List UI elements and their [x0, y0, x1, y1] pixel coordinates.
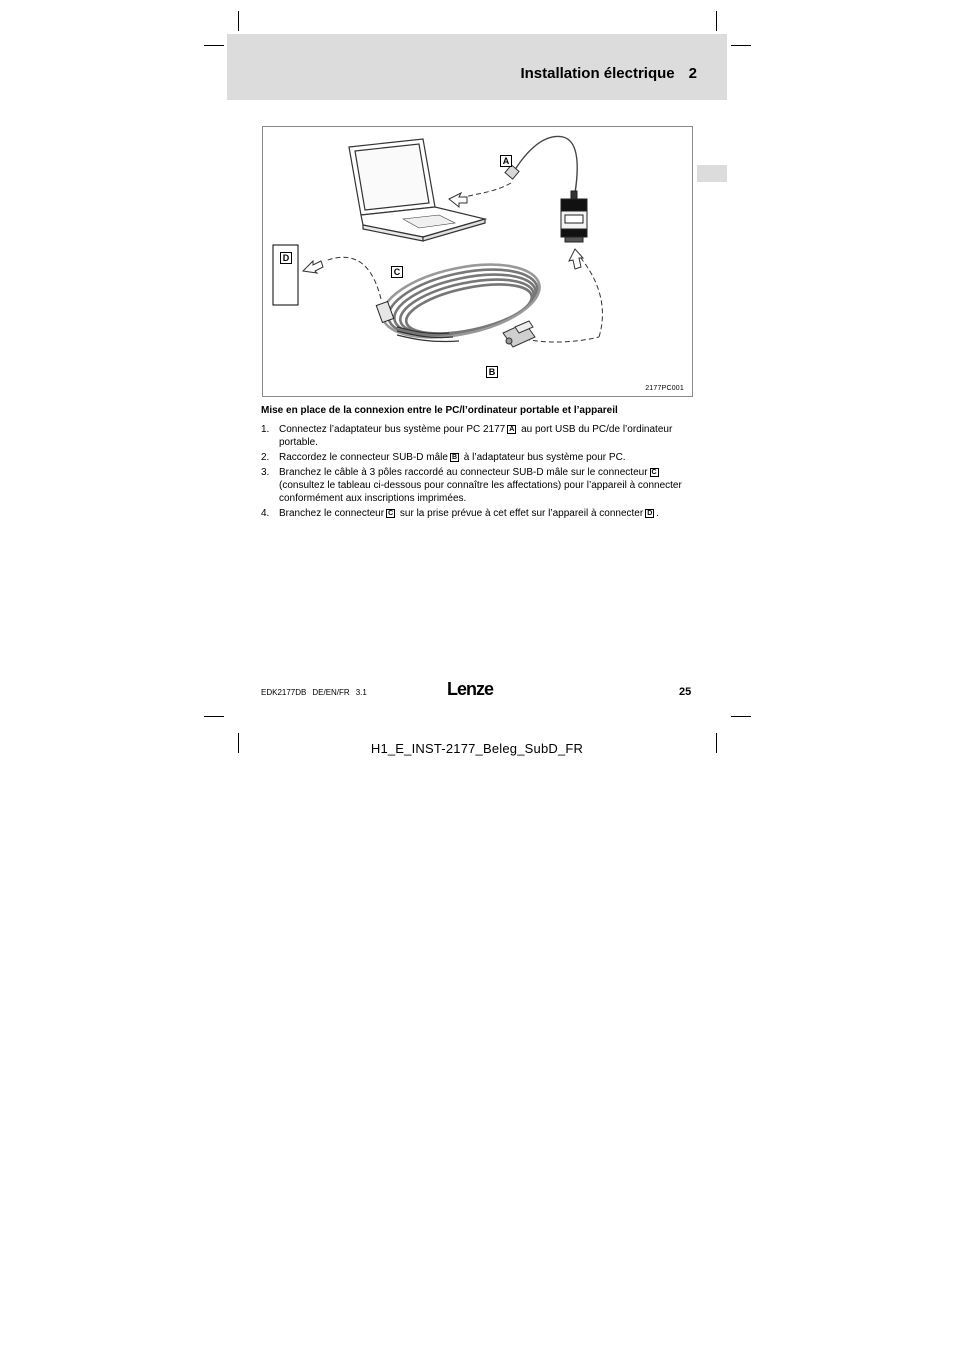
usb-cable — [513, 136, 577, 193]
crop-mark — [204, 716, 224, 717]
step-text-part: (consultez le tableau ci-dessous pour connaître les affectations) pour l’appareil à connecter conformément aux inscriptions imprimées. — [279, 480, 682, 504]
section-heading: Mise en place de la connexion entre le PC/l’ordinateur portable et l’appareil — [261, 405, 618, 416]
sub-d-connector-icon — [503, 321, 535, 347]
chapter-tab — [697, 165, 727, 182]
step-text-part: à l’adaptateur bus système pour PC. — [461, 452, 626, 463]
crop-mark — [238, 11, 239, 31]
step-text-part: . — [656, 508, 660, 519]
marker-d: D — [280, 252, 292, 264]
steps-list — [261, 423, 701, 522]
list-item — [261, 507, 701, 520]
laptop-icon — [349, 139, 485, 241]
step-text-part: au port USB du PC/de l’ordinateur portable. — [279, 424, 673, 448]
footer-doc-info — [261, 688, 373, 697]
list-item — [261, 451, 701, 464]
step-text — [279, 423, 701, 449]
list-item — [261, 423, 701, 449]
page-number: 25 — [679, 686, 692, 698]
marker-c: C — [391, 266, 403, 278]
step-number: 3. — [261, 467, 270, 478]
doc-languages: DE/EN/FR — [312, 688, 350, 697]
crop-mark — [204, 45, 224, 46]
step-text-part: Branchez le connecteur — [279, 508, 385, 519]
step-text-part: Branchez le câble à 3 pôles raccordé au connecteur SUB-D mâle sur le connecteur — [279, 467, 648, 478]
adapter-icon — [561, 191, 587, 242]
step-text — [279, 507, 701, 520]
crop-mark — [731, 716, 751, 717]
crop-mark — [716, 11, 717, 31]
page-title — [520, 65, 697, 82]
marker-a: A — [500, 155, 512, 167]
step-number: 1. — [261, 424, 270, 435]
step-text-part: Connectez l’adaptateur bus système pour PC 2177 — [279, 424, 506, 435]
step-number: 2. — [261, 452, 270, 463]
chapter-number: 2 — [688, 65, 697, 82]
chapter-title: Installation électrique — [520, 65, 675, 82]
step-text-part: sur la prise prévue à cet effet sur l’appareil à connecter — [397, 508, 644, 519]
connection-figure — [262, 126, 693, 397]
ref-marker: D — [647, 510, 653, 517]
page-header — [227, 34, 727, 100]
doc-version: 3.1 — [355, 688, 367, 697]
slug-line: H1_E_INST-2177_Beleg_SubD_FR — [370, 741, 584, 756]
step-text-part: Raccordez le connecteur SUB-D mâle — [279, 452, 448, 463]
step-number: 4. — [261, 508, 270, 519]
doc-id: EDK2177DB — [261, 688, 307, 697]
list-item — [261, 466, 701, 505]
ref-marker: C — [388, 510, 394, 517]
lenze-logo: Lenze — [447, 679, 494, 699]
step-text — [279, 466, 701, 505]
ref-marker: B — [451, 454, 458, 461]
marker-b: B — [486, 366, 498, 378]
ref-marker: A — [509, 426, 515, 433]
crop-mark — [731, 45, 751, 46]
ref-marker: C — [651, 469, 657, 476]
figure-code: 2177PC001 — [645, 385, 684, 392]
step-text — [279, 451, 701, 464]
terminal-connector-icon — [376, 301, 393, 322]
connection-illustration — [263, 127, 694, 398]
